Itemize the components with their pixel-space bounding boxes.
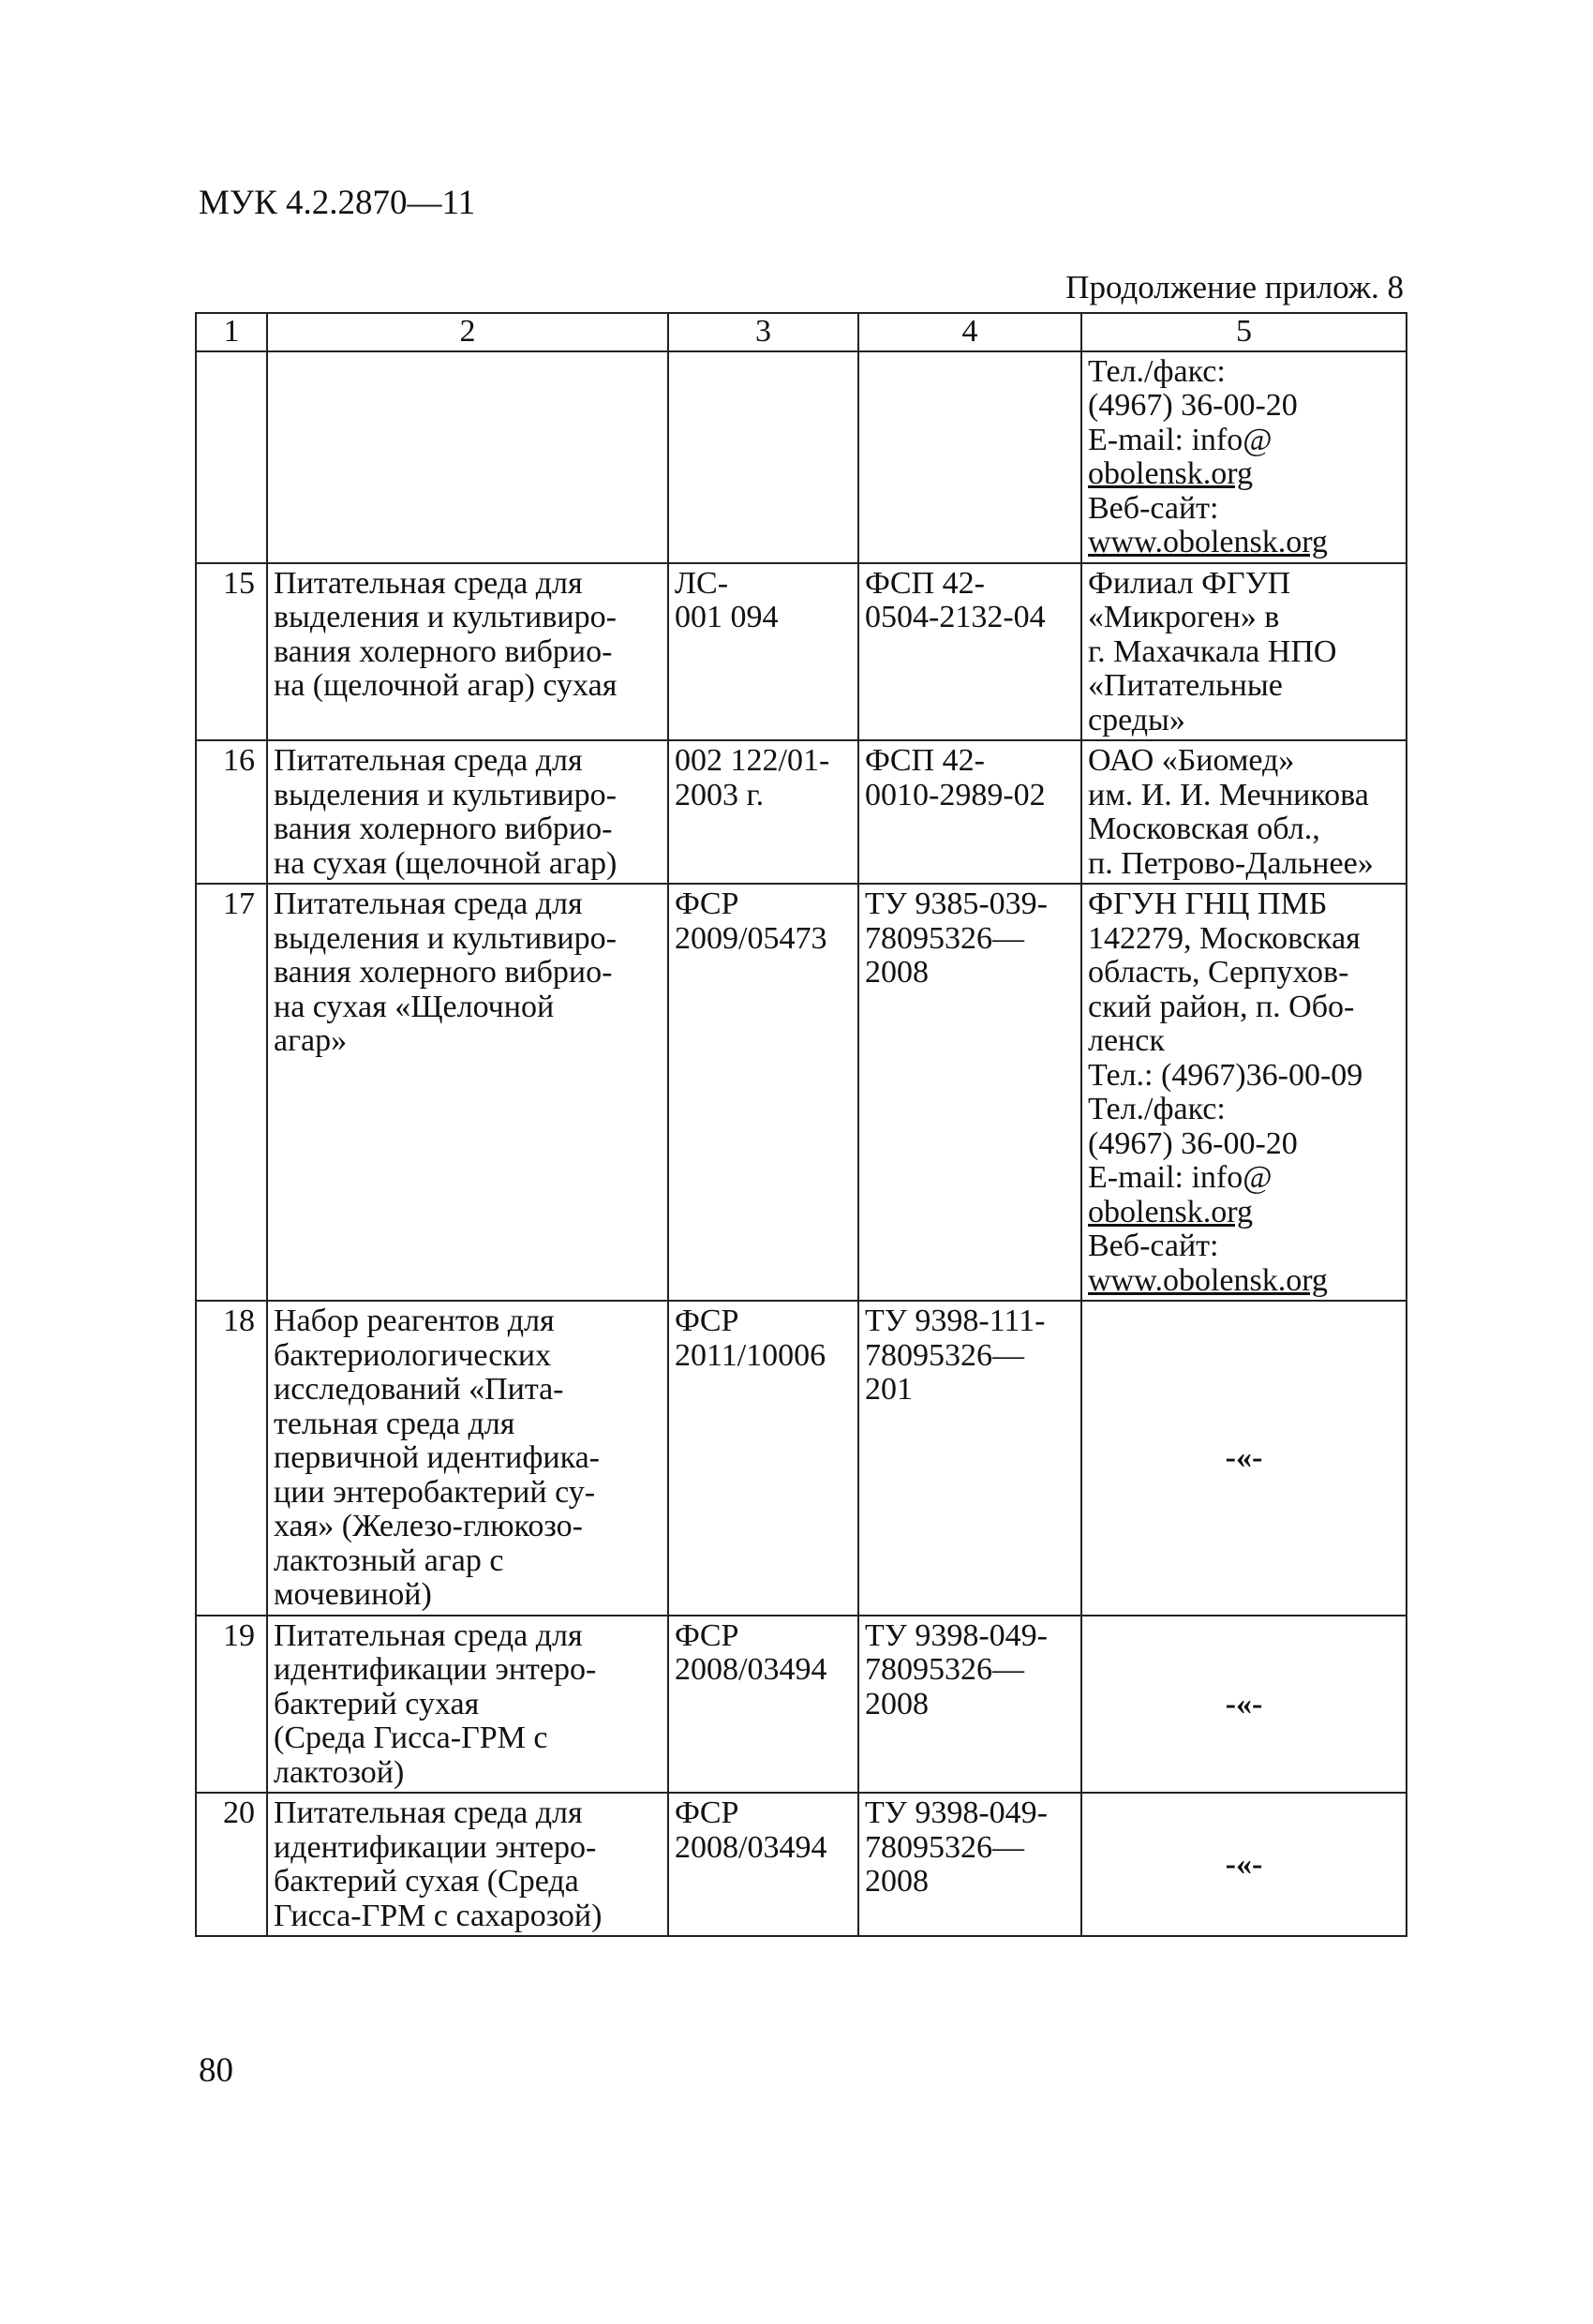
text-line: ТУ 9398-049- [865,1617,1048,1653]
text-line: выделения и культивиро- [274,777,617,812]
products-table [195,312,1407,1937]
text-line: ФГУН ГНЦ ПМБ [1088,886,1328,921]
text-line: 78095326— [865,1652,1024,1687]
specification-cell [858,740,1081,884]
text-line: Питательная среда для [274,886,583,921]
text-line: 2008 [865,1864,929,1899]
specification-cell [858,351,1081,563]
text-line: вания холерного вибрио- [274,633,613,669]
text-line: 142279, Московская [1088,920,1361,956]
text-line: 2009/05473 [675,920,827,956]
column-number: 3 [668,313,858,351]
text-line: ФСР [675,1795,739,1830]
text-line: ТУ 9398-049- [865,1795,1048,1830]
row-number: 20 [196,1793,267,1936]
text-line: хая» (Железо-глюкозо- [274,1509,583,1543]
manufacturer-ditto: -«- [1081,1793,1407,1936]
text-line: Тел.: (4967)36-00-09 [1088,1057,1363,1093]
manufacturer-cell [1081,563,1407,741]
text-line: п. Петрово-Дальнее» [1088,845,1374,881]
table-row [196,1793,1407,1936]
specification-cell [858,1616,1081,1794]
registration-cell [668,1793,858,1936]
column-number: 4 [858,313,1081,351]
text-line: на (щелочной агар) сухая [274,668,618,703]
text-line: бактериологических [274,1337,552,1373]
text-line: ФСР [675,1304,739,1338]
text-line: Московская обл., [1088,812,1320,846]
text-line: лактозой) [274,1754,405,1790]
text-line: агар» [274,1023,348,1058]
text-line: ский район, п. Обо- [1088,989,1355,1024]
text-line: ФСР [675,886,739,921]
specification-cell [858,884,1081,1301]
product-name-cell [267,740,668,884]
text-line: среды» [1088,702,1185,737]
column-number: 2 [267,313,668,351]
text-line: на сухая (щелочной агар) [274,845,618,881]
column-number: 5 [1081,313,1407,351]
text-line: выделения и культивиро- [274,920,617,956]
text-line: им. И. И. Мечникова [1088,777,1369,812]
text-line: ФСР [675,1617,739,1653]
text-line: мочевиной) [274,1577,432,1612]
text-line: 78095326— [865,920,1024,956]
text-line: 2008/03494 [675,1652,827,1687]
text-line: 2011/10006 [675,1337,826,1373]
text-line: ЛС- [675,565,729,601]
text-line: (4967) 36-00-20 [1088,1125,1298,1161]
manufacturer-ditto: -«- [1081,1616,1407,1794]
text-line: 201 [865,1372,913,1407]
table-row [196,563,1407,741]
text-line: область, Серпухов- [1088,955,1349,990]
registration-cell [668,740,858,884]
text-line: ТУ 9385-039- [865,886,1048,921]
row-number: 17 [196,884,267,1301]
column-number: 1 [196,313,267,351]
text-line: E-mail: info@ [1088,1160,1273,1195]
row-number: 18 [196,1301,267,1616]
text-line: Питательная среда для [274,1795,583,1830]
text-line: Питательная среда для [274,1617,583,1653]
text-line: (Среда Гисса-ГРМ с [274,1721,548,1755]
registration-cell [668,1616,858,1794]
text-line: на сухая «Щелочной [274,989,555,1024]
text-line: (4967) 36-00-20 [1088,388,1298,423]
text-line: «Микроген» в [1088,600,1280,634]
table-row [196,1616,1407,1794]
text-line: Набор реагентов для [274,1304,555,1338]
text-line: бактерий сухая [274,1686,480,1721]
text-line: ОАО «Биомед» [1088,743,1295,778]
registration-cell [668,1301,858,1616]
manufacturer-cell [1081,884,1407,1301]
text-line: 002 122/01- [675,743,830,778]
text-line: Тел./факс: [1088,353,1226,389]
text-line: Гисса-ГРМ с сахарозой) [274,1898,603,1933]
text-line: 0010-2989-02 [865,777,1046,812]
text-line: E-mail: info@ [1088,422,1273,457]
product-name-cell [267,1301,668,1616]
specification-cell [858,563,1081,741]
product-name-cell [267,884,668,1301]
text-line: выделения и культивиро- [274,600,617,634]
product-name-cell [267,1793,668,1936]
text-line: ФСП 42- [865,743,985,778]
text-line: ФСП 42- [865,565,985,601]
row-number: 19 [196,1616,267,1794]
row-number: 15 [196,563,267,741]
manufacturer-ditto: -«- [1081,1301,1407,1616]
text-line: 2008 [865,1686,929,1721]
registration-cell [668,351,858,563]
table-row [196,351,1407,563]
product-name-cell [267,563,668,741]
specification-cell [858,1301,1081,1616]
text-line: исследований «Пита- [274,1372,564,1407]
table-row [196,1301,1407,1616]
text-line: Веб-сайт: [1088,1229,1219,1263]
document-code: МУК 4.2.2870—11 [199,184,476,222]
text-line: www.obolensk.org [1088,525,1328,559]
text-line: ленск [1088,1023,1165,1058]
text-line: идентификации энтеро- [274,1652,597,1687]
text-line: Питательная среда для [274,743,583,778]
text-line: 0504-2132-04 [865,600,1046,634]
table-row [196,740,1407,884]
registration-cell [668,563,858,741]
text-line: «Питательные [1088,668,1283,703]
manufacturer-cell [1081,740,1407,884]
registration-cell [668,884,858,1301]
text-line: Филиал ФГУП [1088,565,1291,601]
text-line: 2003 г. [675,777,765,812]
text-line: 001 094 [675,600,779,634]
text-line: 2008 [865,955,929,990]
page-number: 80 [199,2051,233,2090]
continuation-note: Продолжение прилож. 8 [1065,269,1404,305]
text-line: ции энтеробактерий су- [274,1474,596,1510]
text-line: Питательная среда для [274,565,583,601]
text-line: 78095326— [865,1337,1024,1373]
row-number-cell [196,351,267,563]
manufacturer-cell [1081,351,1407,563]
text-line: лактозный агар с [274,1542,504,1578]
text-line: ТУ 9398-111- [865,1304,1046,1338]
column-number-row [196,313,1407,351]
text-line: первичной идентифика- [274,1440,601,1475]
text-line: Тел./факс: [1088,1092,1226,1126]
table-row [196,884,1407,1301]
text-line: вания холерного вибрио- [274,812,613,846]
text-line: 78095326— [865,1829,1024,1865]
row-number: 16 [196,740,267,884]
text-line: 2008/03494 [675,1829,827,1865]
specification-cell [858,1793,1081,1936]
product-name-cell [267,351,668,563]
text-line: obolensk.org [1088,1194,1253,1229]
text-line: тельная среда для [274,1406,515,1441]
text-line: www.obolensk.org [1088,1262,1328,1298]
text-line: obolensk.org [1088,456,1253,491]
text-line: г. Махачкала НПО [1088,633,1337,669]
product-name-cell [267,1616,668,1794]
text-line: вания холерного вибрио- [274,955,613,990]
text-line: Веб-сайт: [1088,490,1219,526]
text-line: бактерий сухая (Среда [274,1864,579,1899]
text-line: идентификации энтеро- [274,1829,597,1865]
